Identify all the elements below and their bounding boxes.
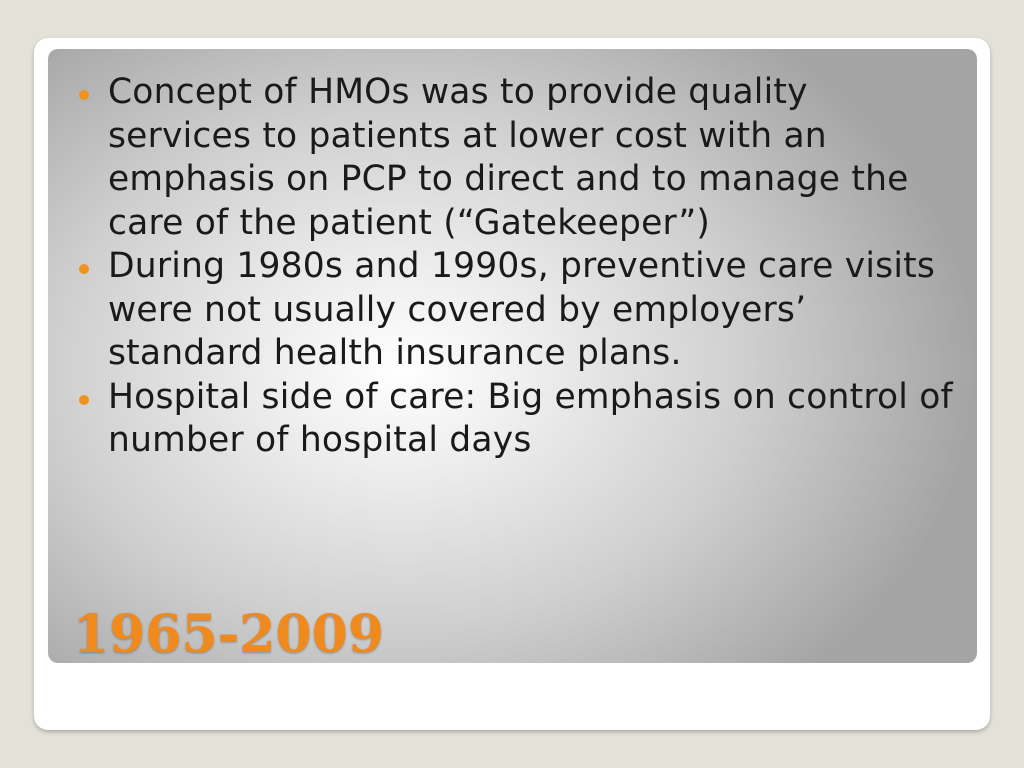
- bullet-dot-icon: [79, 90, 89, 100]
- bullet-list: [48, 71, 977, 463]
- bullet-text: During 1980s and 1990s, preventive care visits were not usually covered by employers’ standard health insurance plans.: [108, 246, 936, 373]
- bullet-text: Concept of HMOs was to provide quality services to patients at lower cost with an emphasis on PCP to direct and to manage the care of the patient (“Gatekeeper”): [108, 72, 909, 243]
- bullet-dot-icon: [79, 395, 89, 405]
- bullet-item: [48, 376, 977, 463]
- bullet-dot-icon: [79, 264, 89, 274]
- slide-title: 1965-2009: [73, 604, 385, 663]
- bullet-text: Hospital side of care: Big emphasis on control of number of hospital days: [108, 376, 953, 460]
- bullet-item: [48, 245, 977, 376]
- slide-content-panel: [48, 49, 977, 663]
- bullet-item: [48, 71, 977, 245]
